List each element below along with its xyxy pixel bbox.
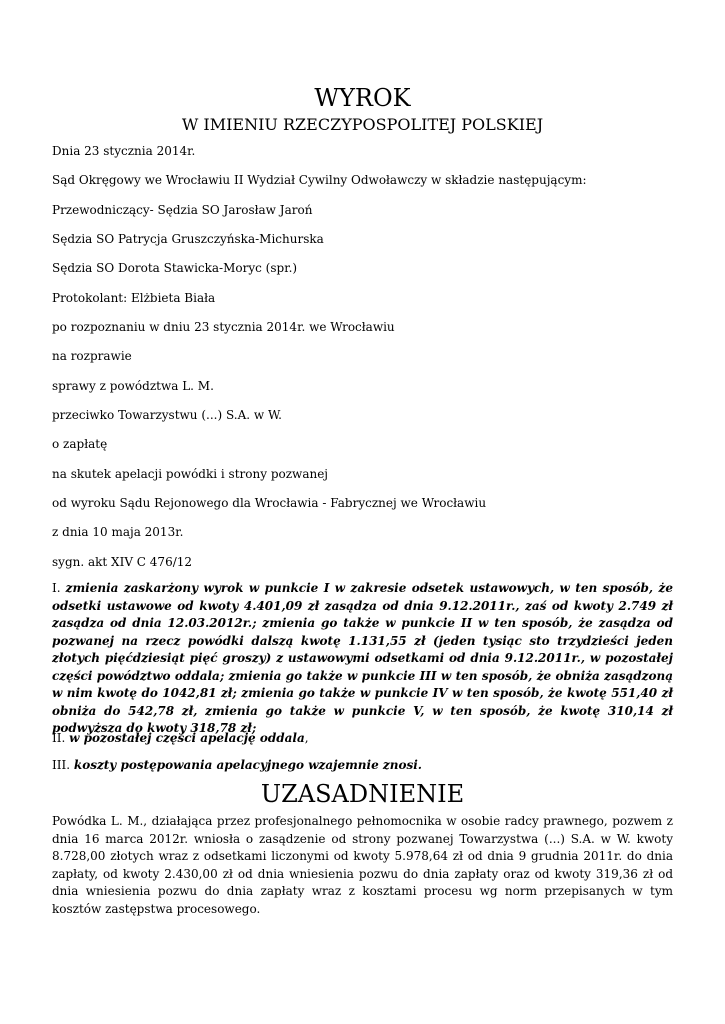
document-subtitle: W IMIENIU RZECZYPOSPOLITEJ POLSKIEJ bbox=[181, 115, 544, 134]
ruling-point-text: zmienia zaskarżony wyrok w punkcie I w zakresie odsetek ustawowych, w ten sposób, że odsetki ustawowe od kwoty 4.401,09 zł zasądza od dnia 9.12.2011r., zaś od kwoty 2.749 zł zasądza od dnia 12.03.2012r.; zmienia go także w punkcie II w ten sposób, że zasądza od pozwanej na rzecz powódki dalszą kwotę 1.131,55 zł (jeden tysiąc sto trzydzieści jeden złotych pięćdziesiąt pięć groszy) z ustawowymi odsetkami od dnia 9.12.2011r., w pozostałej części powództwo oddala; zmienia go także w punkcie III w ten sposób, że obniża zasądzoną w nim kwotę do 1042,81 zł; zmienia go także w punkcie IV w ten sposób, że kwotę 551,40 zł obniża do 542,78 zł, zmienia go także w punkcie V, w ten sposób, że kwotę 310,14 zł podwyższa do kwoty 318,78 zł; bbox=[52, 581, 673, 735]
ruling-point-number: II. bbox=[52, 731, 66, 745]
defendant: przeciwko Towarzystwu (...) S.A. w W. bbox=[52, 408, 282, 422]
court-reporter: Protokolant: Elżbieta Biała bbox=[52, 291, 216, 305]
document-title: WYROK bbox=[314, 84, 411, 112]
hearing-type: na rozprawie bbox=[52, 349, 132, 363]
ruling-point-1 bbox=[52, 580, 673, 738]
lower-court-date: z dnia 10 maja 2013r. bbox=[52, 525, 184, 539]
judge-2: Sędzia SO Dorota Stawicka-Moryc (spr.) bbox=[52, 261, 298, 275]
claimant: sprawy z powództwa L. M. bbox=[52, 379, 214, 393]
claim-subject: o zapłatę bbox=[52, 437, 108, 451]
court-composition: Sąd Okręgowy we Wrocławiu II Wydział Cywilny Odwoławczy w składzie następującym: bbox=[52, 173, 587, 187]
ruling-point-suffix: , bbox=[304, 731, 309, 745]
ruling-point-2 bbox=[52, 730, 673, 748]
ruling-point-text: w pozostałej części apelację oddala bbox=[69, 731, 305, 745]
judge-1: Sędzia SO Patrycja Gruszczyńska-Michurska bbox=[52, 232, 324, 246]
ruling-point-3 bbox=[52, 757, 673, 775]
justification-paragraph: Powódka L. M., działająca przez profesjonalnego pełnomocnika w osobie radcy prawnego, pozwem z dnia 16 marca 2012r. wniosła o zasądzenie od strony pozwanej Towarzystwa (...) S.A. w W. kwoty 8.728,00 złotych wraz z odsetkami liczonymi od kwoty 5.978,64 zł od dnia 9 grudnia 2011r. do dnia zapłaty, od kwoty 2.430,00 zł od dnia wniesienia pozwu do dnia zapłaty oraz od kwoty 319,36 zł od dnia wniesienia pozwu do dnia zapłaty wraz z kosztami procesu wg norm przepisanych w tym kosztów zastępstwa procesowego. bbox=[52, 814, 673, 916]
hearing-date-place: po rozpoznaniu w dniu 23 stycznia 2014r. we Wrocławiu bbox=[52, 320, 395, 334]
case-signature: sygn. akt XIV C 476/12 bbox=[52, 555, 193, 569]
ruling-point-number: III. bbox=[52, 758, 71, 772]
presiding-judge: Przewodniczący- Sędzia SO Jarosław Jaroń bbox=[52, 203, 313, 217]
lower-court: od wyroku Sądu Rejonowego dla Wrocławia - Fabrycznej we Wrocławiu bbox=[52, 496, 487, 510]
section-title: UZASADNIENIE bbox=[260, 780, 465, 808]
ruling-point-number: I. bbox=[52, 581, 61, 595]
appeal-basis: na skutek apelacji powódki i strony pozwanej bbox=[52, 467, 329, 481]
ruling-point-text: koszty postępowania apelacyjnego wzajemnie znosi. bbox=[73, 758, 422, 772]
judgment-date: Dnia 23 stycznia 2014r. bbox=[52, 144, 196, 158]
